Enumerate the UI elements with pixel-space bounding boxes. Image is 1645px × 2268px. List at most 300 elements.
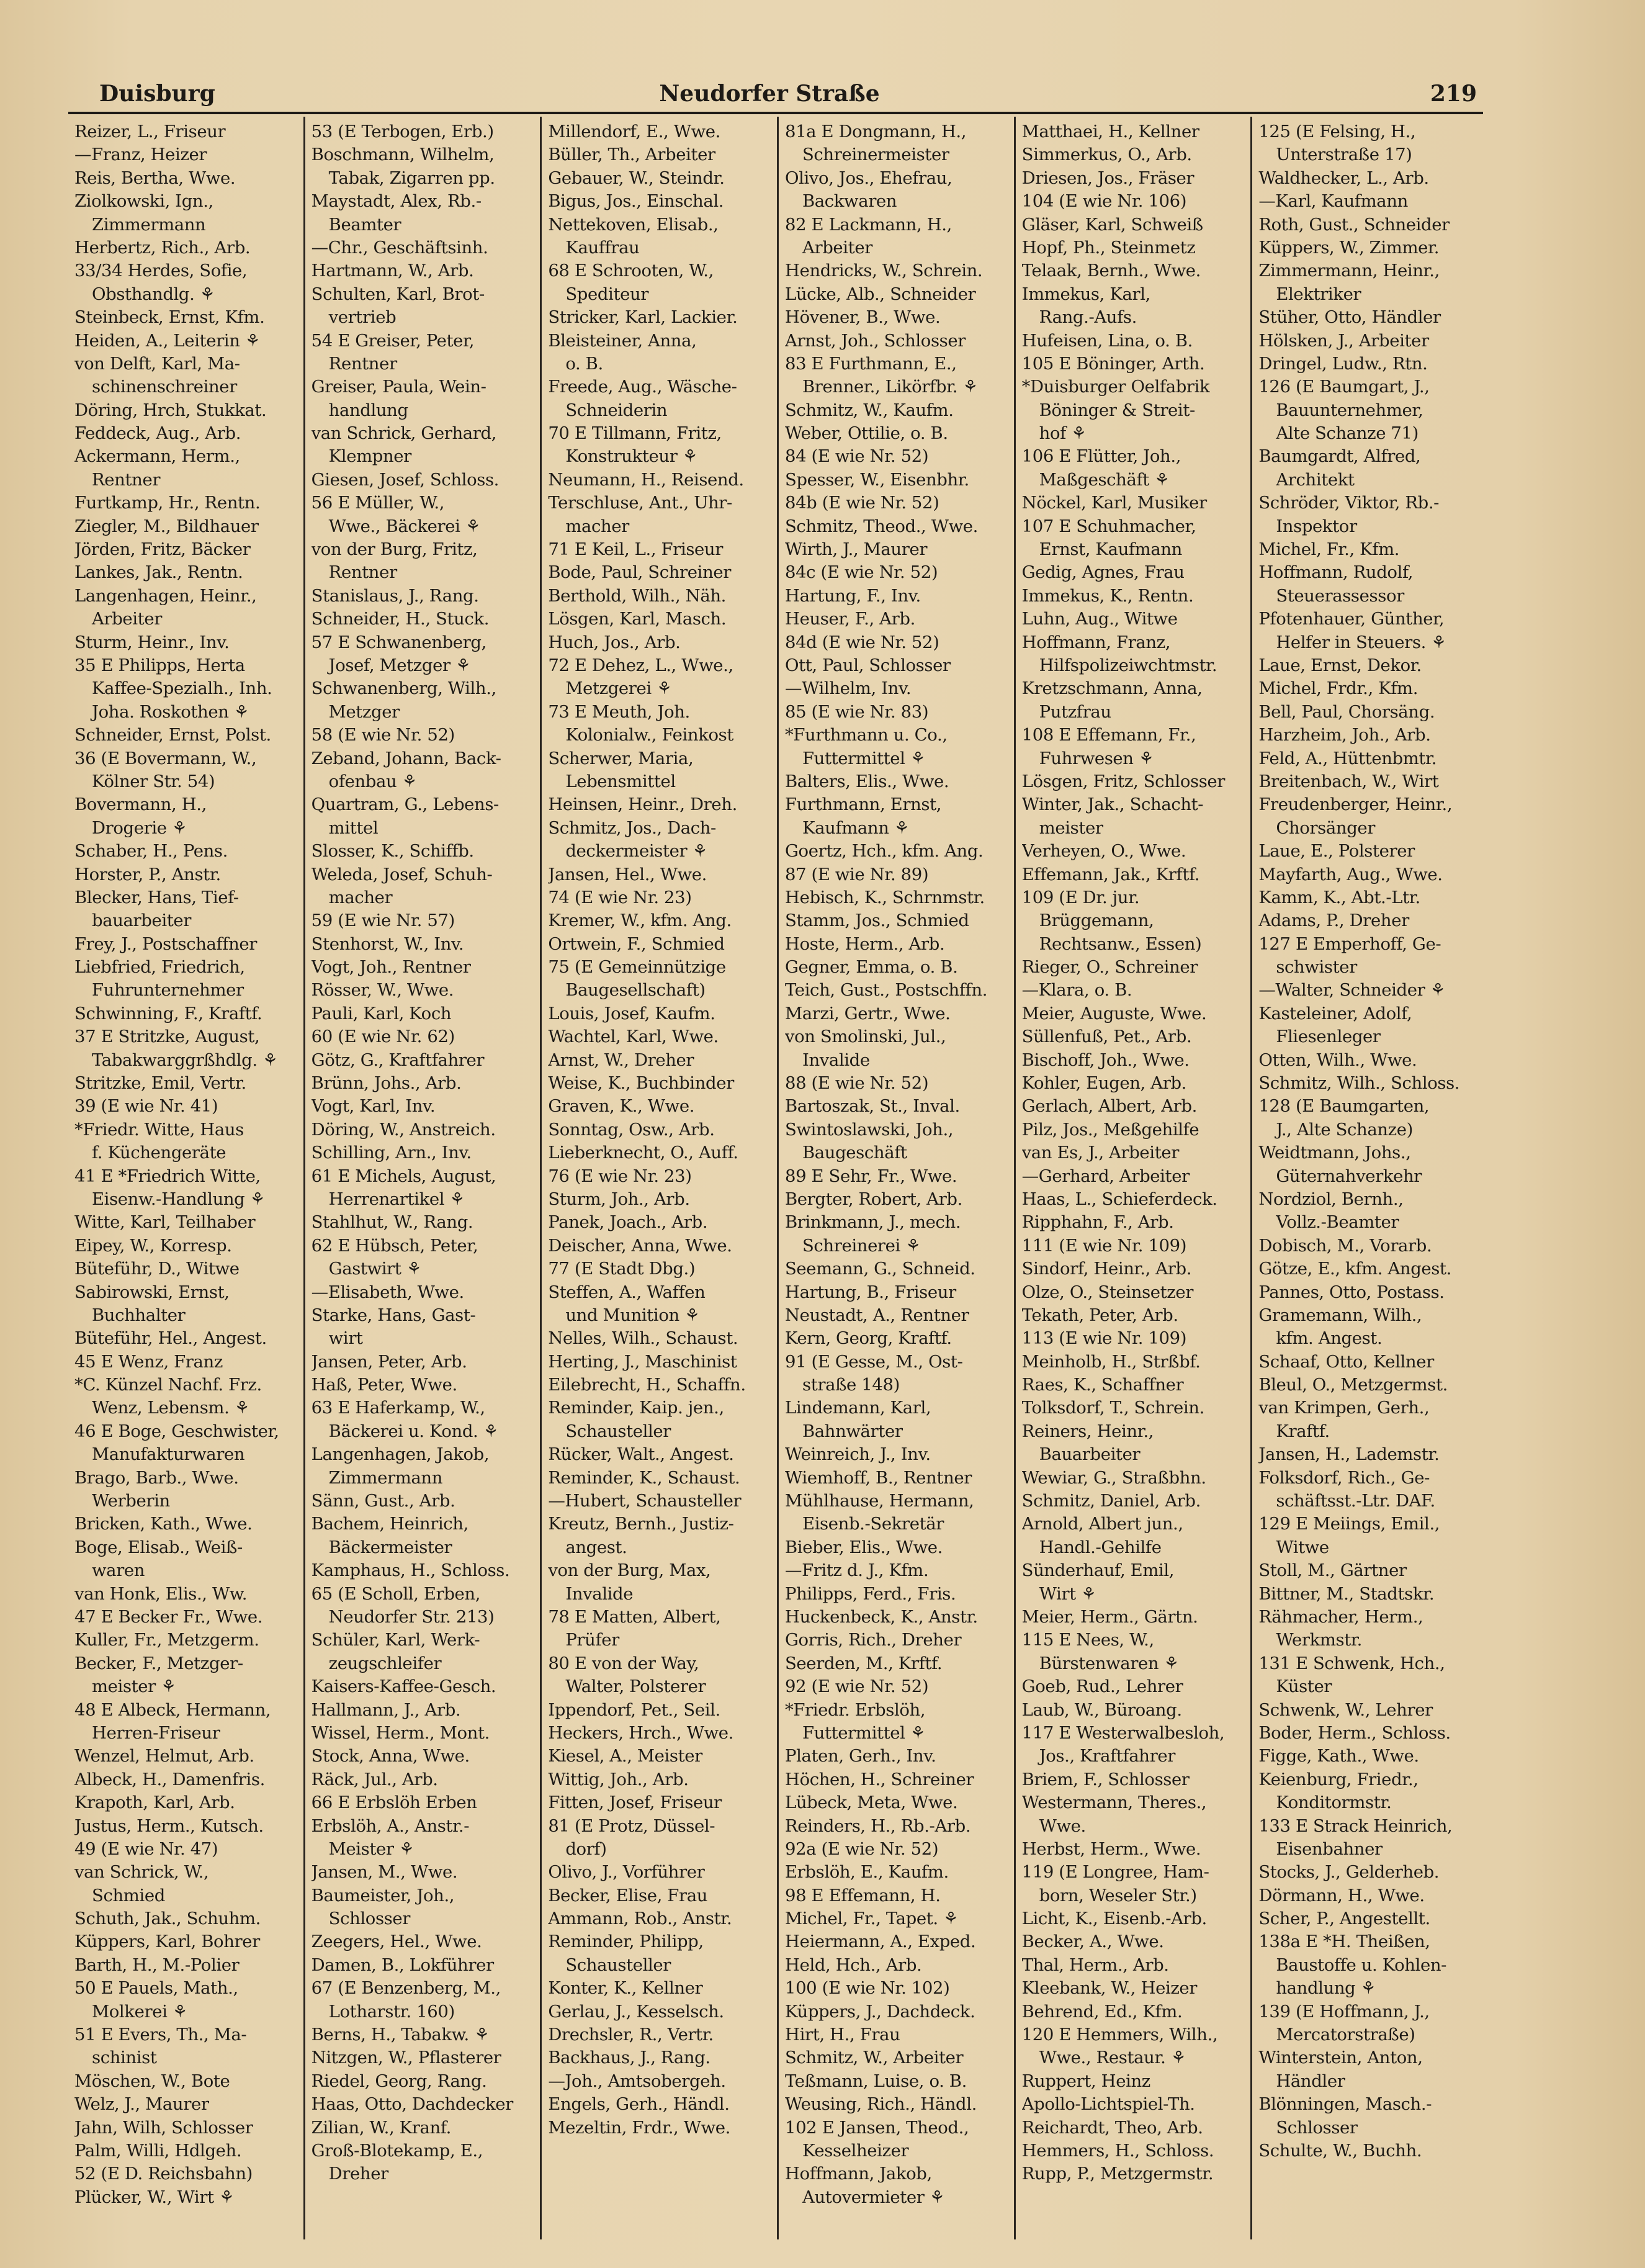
directory-entry-line: Kleebank, W., Heizer (1021, 1978, 1198, 1999)
directory-entry-line: Reiners, Heinr., (1021, 1421, 1154, 1441)
directory-entry-line: Büteführ, D., Witwe (74, 1259, 240, 1279)
directory-entry-line: Philipps, Ferd., Fris. (784, 1583, 956, 1604)
directory-entry-line: Herbst, Herm., Wwe. (1021, 1838, 1201, 1859)
directory-entry-line: 70 E Tillmann, Fritz, (548, 423, 722, 444)
directory-entry-line: 84c (E wie Nr. 52) (784, 562, 938, 583)
directory-entry-line: Otten, Wilh., Wwe. (1258, 1050, 1417, 1070)
directory-entry-line: Immekus, K., Rentn. (1021, 585, 1194, 606)
directory-entry-line: wirt (328, 1328, 363, 1349)
directory-entry-line: 68 E Schrooten, W., (548, 261, 714, 281)
directory-entry-line: Bauarbeiter (1039, 1444, 1141, 1465)
directory-entry-line: 102 E Jansen, Theod., (784, 2117, 969, 2138)
directory-entry-line: Swintoslawski, Joh., (784, 1119, 954, 1140)
directory-entry-line: Tabak, Zigarren pp. (328, 168, 495, 188)
directory-entry-line: Rieger, O., Schreiner (1021, 957, 1198, 978)
directory-entry-line: o. B. (565, 353, 603, 374)
directory-entry-line: Weise, K., Buchbinder (548, 1073, 734, 1094)
directory-entry-line: Huckenbeck, K., Anstr. (784, 1607, 978, 1627)
directory-entry-line: Hirt, H., Frau (784, 2025, 900, 2045)
directory-entry-line: Fuhrunternehmer (92, 980, 244, 1001)
directory-entry-line: Seemann, G., Schneid. (784, 1259, 975, 1279)
header-rule (68, 112, 1483, 114)
directory-entry-line: Nöckel, Karl, Musiker (1021, 493, 1207, 513)
directory-entry-line: Winterstein, Anton, (1258, 2048, 1423, 2068)
directory-entry-line: Eisenbahner (1276, 1838, 1383, 1859)
directory-entry-line: Unterstraße 17) (1276, 145, 1412, 165)
directory-entry-line: 128 (E Baumgarten, (1258, 1096, 1430, 1117)
directory-entry-line: Mühlhause, Hermann, (784, 1491, 974, 1511)
directory-entry-line: Kuller, Fr., Metzgerm. (74, 1630, 259, 1650)
directory-entry-line: Lücke, Alb., Schneider (784, 284, 976, 304)
directory-entry-line: Seerden, M., Krftf. (784, 1653, 943, 1673)
directory-entry-line: Werberin (92, 1491, 170, 1511)
directory-entry-line: Herbertz, Rich., Arb. (74, 237, 251, 258)
directory-entry-line: 133 E Strack Heinrich, (1258, 1816, 1453, 1836)
directory-entry-line: Fuhrwesen ⚘ (1039, 748, 1154, 768)
directory-entry-line: Spediteur (565, 284, 649, 304)
directory-entry-line: Hopf, Ph., Steinmetz (1021, 237, 1196, 258)
directory-entry-line: Futtermittel ⚘ (802, 748, 926, 768)
directory-entry-line: Schmied (92, 1885, 165, 1906)
directory-entry-line: Vogt, Karl, Inv. (311, 1096, 436, 1117)
directory-entry-line: 78 E Matten, Albert, (548, 1607, 721, 1627)
directory-entry-line: Bäckermeister (328, 1537, 452, 1557)
directory-entry-line: 92 (E wie Nr. 52) (784, 1676, 929, 1697)
directory-entry-line: Büller, Th., Arbeiter (548, 145, 715, 165)
directory-entry-line: Schlosser (328, 1909, 411, 1929)
directory-entry-line: Zimmermann, Heinr., (1258, 261, 1440, 281)
directory-entry-line: —Klara, o. B. (1021, 980, 1132, 1001)
directory-entry-line: Slosser, K., Schiffb. (311, 841, 474, 862)
directory-entry-line: f. Küchengeräte (92, 1143, 226, 1163)
directory-entry-line: Konter, K., Kellner (548, 1978, 703, 1999)
directory-entry-line: Schmitz, Daniel, Arb. (1021, 1491, 1201, 1511)
directory-entry-line: Harzheim, Joh., Arb. (1258, 725, 1431, 745)
directory-entry-line: Neustadt, A., Rentner (784, 1305, 969, 1325)
directory-entry-line: Lindemann, Karl, (784, 1398, 931, 1418)
directory-entry-line: Boge, Elisab., Weiß- (74, 1537, 243, 1557)
directory-entry-line: Schneiderin (565, 400, 668, 420)
directory-entry-line: Fliesenleger (1276, 1027, 1381, 1047)
directory-entry-line: Boder, Herm., Schloss. (1258, 1722, 1451, 1743)
directory-entry-line: Ippendorf, Pet., Seil. (548, 1699, 720, 1720)
directory-entry-line: Zilian, W., Kranf. (311, 2117, 451, 2138)
directory-entry-line: Huch, Jos., Arb. (548, 632, 681, 652)
column-5 (1016, 117, 1253, 2239)
directory-entry-line: 125 (E Felsing, H., (1258, 122, 1416, 142)
directory-entry-line: 87 (E wie Nr. 89) (784, 864, 929, 884)
directory-entry-line: Ripphahn, F., Arb. (1021, 1212, 1174, 1233)
directory-entry-line: Reinders, H., Rb.-Arb. (784, 1816, 971, 1836)
directory-entry-line: Deischer, Anna, Wwe. (548, 1235, 732, 1256)
directory-entry-line: Roth, Gust., Schneider (1258, 214, 1450, 235)
directory-entry-line: 62 E Hübsch, Peter, (311, 1235, 478, 1256)
directory-entry-line: Starke, Hans, Gast- (311, 1305, 476, 1325)
directory-entry-line: Rähmacher, Herm., (1258, 1607, 1423, 1627)
directory-entry-line: Gedig, Agnes, Frau (1021, 562, 1185, 583)
directory-entry-line: van Schrick, W., (74, 1862, 209, 1883)
directory-entry-line: Wewiar, G., Straßbhn. (1021, 1467, 1206, 1488)
directory-entry-line: mittel (328, 817, 379, 838)
directory-entry-line: 109 (E Dr. jur. (1021, 887, 1140, 907)
directory-entry-line: Werkmstr. (1276, 1630, 1362, 1650)
directory-entry-line: Hufeisen, Lina, o. B. (1021, 330, 1193, 351)
directory-entry-line: Inspektor (1276, 516, 1357, 536)
directory-entry-line: Reminder, K., Schaust. (548, 1467, 740, 1488)
directory-entry-line: Pilz, Jos., Meßgehilfe (1021, 1119, 1199, 1140)
directory-entry-line: Wenz, Lebensm. ⚘ (92, 1398, 250, 1418)
directory-entry-line: Invalide (802, 1050, 870, 1070)
directory-entry-line: bauarbeiter (92, 911, 191, 931)
directory-entry-line: Bittner, M., Stadtskr. (1258, 1583, 1435, 1604)
directory-entry-line: Schuth, Jak., Schuhm. (74, 1909, 261, 1929)
directory-entry-line: und Munition ⚘ (565, 1305, 700, 1325)
directory-entry-line: Stamm, Jos., Schmied (784, 911, 969, 931)
directory-entry-line: Küster (1276, 1676, 1332, 1697)
directory-entry-line: Michel, Fr., Tapet. ⚘ (784, 1909, 959, 1929)
directory-entry-line: ofenbau ⚘ (328, 771, 417, 791)
directory-entry-line: —Hubert, Schausteller (548, 1491, 742, 1511)
directory-entry-line: Bleul, O., Metzgermst. (1258, 1375, 1448, 1395)
directory-entry-line: 84 (E wie Nr. 52) (784, 446, 929, 467)
directory-entry-line: —Joh., Amtsobergeh. (548, 2071, 726, 2091)
directory-entry-line: Lösgen, Karl, Masch. (548, 609, 727, 629)
directory-entry-line: Schwanenberg, Wilh., (311, 678, 496, 699)
directory-entry-line: Gastwirt ⚘ (328, 1259, 422, 1279)
directory-entry-line: Ammann, Rob., Anstr. (548, 1909, 732, 1929)
directory-entry-line: Maßgeschäft ⚘ (1039, 469, 1170, 490)
directory-entry-line: Vollz.-Beamter (1276, 1212, 1399, 1233)
directory-entry-line: 106 E Flütter, Joh., (1021, 446, 1181, 467)
directory-entry-line: Walter, Polsterer (565, 1676, 706, 1697)
directory-entry-line: 111 (E wie Nr. 109) (1021, 1235, 1187, 1256)
directory-entry-line: Heinsen, Heinr., Dreh. (548, 794, 737, 815)
directory-entry-line: Bleisteiner, Anna, (548, 330, 697, 351)
directory-entry-line: Schulte, W., Buchh. (1258, 2140, 1422, 2161)
directory-entry-line: schinenschreiner (92, 377, 237, 397)
directory-entry-line: Hölsken, J., Arbeiter (1258, 330, 1429, 351)
directory-entry-line: Erbslöh, A., Anstr.- (311, 1816, 470, 1836)
directory-entry-line: Schwinning, F., Kraftf. (74, 1003, 262, 1024)
directory-entry-line: Marzi, Gertr., Wwe. (784, 1003, 951, 1024)
directory-entry-line: Wissel, Herm., Mont. (311, 1722, 490, 1743)
directory-entry-line: Verheyen, O., Wwe. (1021, 841, 1186, 862)
directory-entry-line: Wirt ⚘ (1039, 1583, 1096, 1604)
directory-entry-line: Gerlach, Albert, Arb. (1021, 1096, 1197, 1117)
directory-entry-line: Folksdorf, Rich., Ge- (1258, 1467, 1430, 1488)
directory-entry-line: Figge, Kath., Wwe. (1258, 1746, 1419, 1766)
directory-entry-line: Bieber, Elis., Wwe. (784, 1537, 943, 1557)
directory-entry-line: Josef, Metzger ⚘ (328, 655, 471, 675)
directory-entry-line: 89 E Sehr, Fr., Wwe. (784, 1166, 957, 1186)
directory-entry-line: 57 E Schwanenberg, (311, 632, 486, 652)
directory-entry-line: Schmitz, Theod., Wwe. (784, 516, 978, 536)
directory-entry-line: *Duisburger Oelfabrik (1021, 377, 1210, 397)
directory-entry-line: 50 E Pauels, Math., (74, 1978, 238, 1999)
directory-entry-line: Olze, O., Steinsetzer (1021, 1282, 1194, 1302)
directory-entry-line: 98 E Effemann, H. (784, 1885, 941, 1906)
directory-entry-line: Kolonialw., Feinkost (565, 725, 733, 745)
directory-entry-line: Gorris, Rich., Dreher (784, 1630, 962, 1650)
directory-entry-line: Arnst, W., Dreher (548, 1050, 694, 1070)
directory-entry-line: Effemann, Jak., Krftf. (1021, 864, 1200, 884)
directory-entry-line: 119 (E Longree, Ham- (1021, 1862, 1209, 1883)
directory-entry-line: —Fritz d. J., Kfm. (784, 1560, 929, 1581)
directory-entry-line: Reis, Bertha, Wwe. (74, 168, 236, 188)
directory-entry-line: Kaisers-Kaffee-Gesch. (311, 1676, 496, 1697)
directory-entry-line: Liebfried, Friedrich, (74, 957, 245, 978)
directory-entry-line: handlung ⚘ (1276, 1978, 1376, 1999)
directory-entry-line: Bauunternehmer, (1276, 400, 1423, 420)
directory-entry-line: Sabirowski, Ernst, (74, 1282, 230, 1302)
directory-entry-line: Louis, Josef, Kaufm. (548, 1003, 715, 1024)
directory-entry-line: 88 (E wie Nr. 52) (784, 1073, 929, 1094)
directory-entry-line: straße 148) (802, 1375, 900, 1395)
directory-entry-line: Kauffrau (565, 237, 640, 258)
directory-entry-line: Adams, P., Dreher (1258, 911, 1409, 931)
directory-entry-line: Terschluse, Ant., Uhr- (548, 493, 732, 513)
directory-entry-line: Döring, W., Anstreich. (311, 1119, 496, 1140)
directory-entry-line: Baugesellschaft) (565, 980, 706, 1001)
directory-entry-line: Pauli, Karl, Koch (311, 1003, 452, 1024)
directory-entry-line: Architekt (1276, 469, 1355, 490)
directory-entry-line: *Friedr. Erbslöh, (784, 1699, 926, 1720)
directory-entry-line: Schwenk, W., Lehrer (1258, 1699, 1433, 1720)
directory-entry-line: Küppers, Karl, Bohrer (74, 1932, 260, 1952)
directory-entry-line: Lösgen, Fritz, Schlosser (1021, 771, 1226, 791)
directory-entry-line: Welz, J., Maurer (74, 2094, 209, 2115)
directory-entry-line: Freudenberger, Heinr., (1258, 794, 1453, 815)
directory-entry-line: Mezeltin, Frdr., Wwe. (548, 2117, 730, 2138)
directory-entry-line: Wachtel, Karl, Wwe. (548, 1027, 719, 1047)
directory-entry-line: 104 (E wie Nr. 106) (1021, 191, 1187, 212)
directory-entry-line: Chorsänger (1276, 817, 1376, 838)
directory-entry-line: Hartung, B., Friseur (784, 1282, 956, 1302)
directory-entry-line: Gerlau, J., Kesselsch. (548, 2001, 724, 2022)
directory-entry-line: Licht, K., Eisenb.-Arb. (1021, 1909, 1207, 1929)
directory-entry-line: Bischoff, Joh., Wwe. (1021, 1050, 1190, 1070)
directory-entry-line: Arbeiter (92, 609, 162, 629)
directory-entry-line: Michel, Frdr., Kfm. (1258, 678, 1419, 699)
directory-entry-line: Rang.-Aufs. (1039, 307, 1137, 328)
directory-entry-line: Graven, K., Wwe. (548, 1096, 695, 1117)
directory-entry-line: Reizer, L., Friseur (74, 122, 226, 142)
directory-entry-line: zeugschleifer (328, 1653, 442, 1673)
directory-entry-line: 45 E Wenz, Franz (74, 1351, 223, 1372)
directory-entry-line: Hemmers, H., Schloss. (1021, 2140, 1214, 2161)
directory-entry-line: Lübeck, Meta, Wwe. (784, 1793, 958, 1813)
directory-entry-line: Hoffmann, Rudolf, (1258, 562, 1414, 583)
directory-entry-line: Steuerassessor (1276, 585, 1404, 606)
directory-entry-line: Arnold, Albert jun., (1021, 1514, 1183, 1534)
directory-entry-line: Schmitz, Jos., Dach- (548, 817, 716, 838)
directory-entry-line: 120 E Hemmers, Wilh., (1021, 2025, 1218, 2045)
directory-entry-line: schinist (92, 2048, 157, 2068)
directory-entry-line: Jansen, Peter, Arb. (311, 1351, 467, 1372)
directory-entry-line: *Furthmann u. Co., (784, 725, 948, 745)
directory-entry-line: Möschen, W., Bote (74, 2071, 230, 2091)
directory-entry-line: 67 (E Benzenberg, M., (311, 1978, 501, 1999)
directory-entry-line: Ackermann, Herm., (74, 446, 240, 467)
directory-entry-line: Zimmermann (92, 214, 206, 235)
directory-entry-line: Kölner Str. 54) (92, 771, 215, 791)
directory-entry-line: Balters, Elis., Wwe. (784, 771, 949, 791)
directory-entry-line: meister ⚘ (92, 1676, 176, 1697)
directory-entry-line: Eisenw.-Handlung ⚘ (92, 1189, 265, 1209)
directory-entry-line: 59 (E wie Nr. 57) (311, 911, 455, 931)
directory-entry-line: Bahnwärter (802, 1421, 903, 1441)
directory-entry-line: Kraftf. (1276, 1421, 1330, 1441)
directory-entry-line: Schaber, H., Pens. (74, 841, 228, 862)
directory-entry-line: Arbeiter (802, 237, 872, 258)
column-3 (542, 117, 779, 2239)
directory-entry-line: Held, Hch., Arb. (784, 1955, 922, 1975)
directory-entry-line: Stanislaus, J., Rang. (311, 585, 479, 606)
directory-entry-line: Furthmann, Ernst, (784, 794, 942, 815)
directory-entry-line: Raes, K., Schaffner (1021, 1375, 1184, 1395)
directory-entry-line: Räck, Jul., Arb. (311, 1769, 438, 1789)
directory-entry-line: meister (1039, 817, 1103, 838)
directory-entry-line: Pfotenhauer, Günther, (1258, 609, 1445, 629)
directory-entry-line: 105 E Böninger, Arth. (1021, 353, 1205, 374)
directory-entry-line: Gramemann, Wilh., (1258, 1305, 1422, 1325)
directory-entry-line: Thal, Herm., Arb. (1021, 1955, 1169, 1975)
directory-entry-line: Kremer, W., kfm. Ang. (548, 911, 732, 931)
directory-entry-line: 91 (E Gesse, M., Ost- (784, 1351, 963, 1372)
directory-entry-line: Westermann, Theres., (1021, 1793, 1207, 1813)
directory-entry-line: Panek, Joach., Arb. (548, 1212, 708, 1233)
directory-entry-line: Futtermittel ⚘ (802, 1722, 926, 1743)
directory-entry-line: Döring, Hrch, Stukkat. (74, 400, 267, 420)
directory-entry-line: 77 (E Stadt Dbg.) (548, 1259, 696, 1279)
header-city: Duisburg (99, 81, 215, 107)
directory-entry-line: Schröder, Viktor, Rb.- (1258, 493, 1440, 513)
directory-entry-line: Schulten, Karl, Brot- (311, 284, 485, 304)
directory-entry-line: Jahn, Wilh, Schlosser (74, 2117, 253, 2138)
directory-entry-line: Gebauer, W., Steindr. (548, 168, 725, 188)
directory-entry-line: Nelles, Wilh., Schaust. (548, 1328, 738, 1349)
directory-entry-line: Schmitz, Wilh., Schloss. (1258, 1073, 1460, 1094)
directory-entry-line: 73 E Meuth, Joh. (548, 701, 690, 722)
directory-entry-line: Bricken, Kath., Wwe. (74, 1514, 253, 1534)
directory-entry-line: Dreher (328, 2164, 388, 2184)
directory-entry-line: Drogerie ⚘ (92, 817, 187, 838)
directory-entry-line: Mercatorstraße) (1276, 2025, 1415, 2045)
directory-entry-line: Güternahverkehr (1276, 1166, 1422, 1186)
directory-entry-line: Hoffmann, Jakob, (784, 2164, 932, 2184)
directory-entry-line: Brinkmann, J., mech. (784, 1212, 961, 1233)
directory-entry-line: Riedel, Georg, Rang. (311, 2071, 487, 2091)
directory-entry-line: 48 E Albeck, Hermann, (74, 1699, 271, 1720)
directory-entry-line: Schreinerei ⚘ (802, 1235, 921, 1256)
directory-entry-line: Wwe. (1039, 1816, 1086, 1836)
column-2 (305, 117, 542, 2239)
directory-entry-line: Rechtsanw., Essen) (1039, 934, 1202, 954)
directory-entry-line: 108 E Effemann, Fr., (1021, 725, 1196, 745)
directory-entry-line: 56 E Müller, W., (311, 493, 445, 513)
directory-entry-line: Rücker, Walt., Angest. (548, 1444, 734, 1465)
directory-entry-line: Kasteleiner, Adolf, (1258, 1003, 1412, 1024)
directory-entry-line: Plücker, W., Wirt ⚘ (74, 2187, 235, 2207)
directory-entry-line: Rösser, W., Wwe. (311, 980, 454, 1001)
directory-entry-line: Laue, E., Polsterer (1258, 841, 1415, 862)
directory-entry-line: Nitzgen, W., Pflasterer (311, 2048, 501, 2068)
column-1 (68, 117, 305, 2239)
directory-entry-line: Tekath, Peter, Arb. (1021, 1305, 1178, 1325)
directory-entry-line: Ott, Paul, Schlosser (784, 655, 951, 675)
directory-entry-line: 33/34 Herdes, Sofie, (74, 261, 248, 281)
directory-entry-line: Olivo, Jos., Ehefrau, (784, 168, 952, 188)
directory-entry-line: Heckers, Hrch., Wwe. (548, 1722, 733, 1743)
directory-entry-line: Immekus, Karl, (1021, 284, 1150, 304)
directory-entry-line: Justus, Herm., Kutsch. (74, 1816, 264, 1836)
directory-entry-line: Händler (1276, 2071, 1345, 2091)
directory-entry-line: Weber, Ottilie, o. B. (784, 423, 948, 444)
directory-entry-line: dorf) (565, 1838, 607, 1859)
directory-entry-line: 75 (E Gemeinnützige (548, 957, 726, 978)
directory-entry-line: waren (92, 1560, 145, 1581)
directory-entry-line: Pannes, Otto, Postass. (1258, 1282, 1445, 1302)
directory-entry-line: schäftsst.-Ltr. DAF. (1276, 1491, 1435, 1511)
directory-entry-line: Jansen, Hel., Wwe. (548, 864, 707, 884)
directory-entry-line: Wiemhoff, B., Rentner (784, 1467, 972, 1488)
directory-entry-line: Autovermieter ⚘ (802, 2187, 945, 2207)
directory-entry-line: Metzgerei ⚘ (565, 678, 672, 699)
directory-entry-line: Becker, A., Wwe. (1021, 1932, 1164, 1952)
directory-entry-line: 81 (E Protz, Düssel- (548, 1816, 715, 1836)
directory-entry-line: Baustoffe u. Kohlen- (1276, 1955, 1447, 1975)
directory-entry-line: von der Burg, Max, (548, 1560, 711, 1581)
directory-entry-line: Goeb, Rud., Lehrer (1021, 1676, 1183, 1697)
directory-entry-line: Dörmann, H., Wwe. (1258, 1885, 1425, 1906)
directory-entry-line: Stahlhut, W., Rang. (311, 1212, 473, 1233)
directory-entry-line: Sonntag, Osw., Arb. (548, 1119, 715, 1140)
directory-entry-line: Schneider, H., Stuck. (311, 609, 490, 629)
directory-entry-line: Weinreich, J., Inv. (784, 1444, 931, 1465)
directory-entry-line: Bode, Paul, Schreiner (548, 562, 732, 583)
header-street: Neudorfer Straße (659, 81, 880, 107)
directory-entry-line: J., Alte Schanze) (1276, 1119, 1413, 1140)
directory-entry-line: Böninger & Streit- (1039, 400, 1195, 420)
directory-entry-line: —Gerhard, Arbeiter (1021, 1166, 1190, 1186)
directory-entry-line: 126 (E Baumgart, J., (1258, 377, 1430, 397)
directory-entry-line: Horster, P., Anstr. (74, 864, 221, 884)
directory-entry-line: Rentner (328, 353, 397, 374)
directory-entry-line: Driesen, Jos., Fräser (1021, 168, 1195, 188)
directory-entry-line: 37 E Stritzke, August, (74, 1027, 260, 1047)
directory-entry-line: 60 (E wie Nr. 62) (311, 1027, 455, 1047)
directory-entry-line: Engels, Gerh., Händl. (548, 2094, 730, 2115)
directory-entry-line: Scher, P., Angestellt. (1258, 1909, 1430, 1929)
directory-entry-line: 51 E Evers, Th., Ma- (74, 2025, 247, 2045)
directory-entry-line: Behrend, Ed., Kfm. (1021, 2001, 1183, 2022)
directory-entry-line: Ziolkowski, Ign., (74, 191, 213, 212)
directory-entry-line: Langenhagen, Heinr., (74, 585, 257, 606)
directory-entry-line: Bürstenwaren ⚘ (1039, 1653, 1179, 1673)
directory-entry-line: handlung (328, 400, 408, 420)
directory-entry-line: Gläser, Karl, Schweiß (1021, 214, 1203, 235)
directory-entry-line: Matthaei, H., Kellner (1021, 122, 1199, 142)
directory-entry-line: Boschmann, Wilhelm, (311, 145, 495, 165)
directory-entry-line: Bigus, Jos., Einschal. (548, 191, 724, 212)
directory-entry-line: Briem, F., Schlosser (1021, 1769, 1190, 1789)
directory-entry-line: Joha. Roskothen ⚘ (92, 701, 249, 722)
directory-entry-line: 52 (E D. Reichsbahn) (74, 2164, 253, 2184)
directory-entry-line: Arnst, Joh., Schlosser (784, 330, 966, 351)
directory-entry-line: Kreutz, Bernh., Justiz- (548, 1514, 734, 1534)
directory-entry-line: Tolksdorf, T., Schrein. (1021, 1398, 1204, 1418)
directory-entry-line: Simmerkus, O., Arb. (1021, 145, 1192, 165)
